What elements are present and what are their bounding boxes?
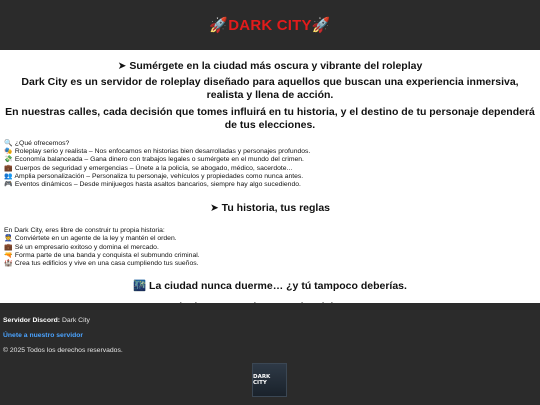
story-heading: ➤ Tu historia, tus reglas [209, 202, 331, 215]
intro-heading: ➤ Sumérgete en la ciudad más oscura y vibrante del roleplay [117, 60, 423, 72]
list-item-text: Conviértete en un agente de la ley y mantén el orden. [14, 235, 177, 243]
story-item-business [4, 244, 536, 252]
offer-item-security [4, 165, 536, 173]
police-officer-icon: 👮 [4, 235, 13, 243]
list-item-text: Forma parte de una banda y conquista el submundo criminal. [14, 251, 200, 259]
list-item-text: Amplia personalización – Personaliza tu personaje, vehículos y propiedades como nunca antes. [14, 172, 304, 180]
site-footer [0, 303, 540, 405]
briefcase-icon: 💼 [4, 164, 13, 172]
story-list [4, 235, 536, 268]
list-item-text: Eventos dinámicos – Desde minijuegos hasta asaltos bancarios, siempre hay algo sucediendo. [14, 181, 301, 189]
search-icon: 🔍 [4, 140, 13, 147]
site-header [0, 0, 540, 50]
offer-item-customization [4, 173, 536, 181]
list-item-text: Roleplay serio y realista – Nos enfocamos en historias bien desarrolladas y personajes profundos. [14, 148, 311, 156]
offer-item-economy [4, 156, 536, 164]
discord-value: Dark City [61, 317, 90, 324]
intro-line-2: En nuestras calles, cada decisión que tomes influirá en tu historia, y el destino de tu personaje dependerá de tus elecciones. [5, 106, 535, 131]
story-item-police [4, 235, 536, 243]
site-title: 🚀DARK CITY🚀 [209, 17, 331, 34]
main-content [0, 60, 540, 313]
story-intro: En Dark City, eres libre de construir tu propia historia: [4, 227, 165, 235]
logo-text: DARK CITY [253, 374, 271, 386]
intro-line-1: Dark City es un servidor de roleplay diseñado para aquellos que buscan una experiencia inmersiva, realista y llena de acción. [21, 76, 519, 101]
list-item-text: Economía balanceada – Gana dinero con trabajos legales o sumérgete en el mundo del crimen. [14, 156, 304, 164]
story-item-gang [4, 252, 536, 260]
offer-title-text: ¿Qué ofrecemos? [14, 140, 70, 147]
discord-info [3, 317, 540, 324]
offer-list [4, 148, 536, 189]
castle-icon: 🏰 [4, 260, 13, 268]
list-item-text: Cuerpos de seguridad y emergencias – Únete a la policía, se abogado, médico, sacerdote... [14, 164, 293, 172]
offer-item-events [4, 181, 536, 189]
discord-label: Servidor Discord: [3, 317, 61, 324]
money-icon: 💸 [4, 156, 13, 164]
list-item-text: Sé un empresario exitoso y domina el mercado. [14, 243, 159, 251]
story-item-buildings [4, 260, 536, 268]
join-discord-link[interactable]: Únete a nuestro servidor [3, 332, 84, 339]
pistol-icon: 🔫 [4, 251, 13, 259]
theater-masks-icon: 🎭 [4, 148, 13, 156]
gamepad-icon: 🎮 [4, 181, 13, 189]
offer-title [4, 140, 536, 148]
briefcase-icon: 💼 [4, 243, 13, 251]
list-item-text: Crea tus edificios y vive en una casa cumpliendo tus sueños. [14, 260, 199, 268]
people-icon: 👥 [4, 172, 13, 180]
dark-city-logo [252, 363, 287, 397]
tagline: 🌃 La ciudad nunca duerme… ¿y tú tampoco deberías. [133, 280, 407, 293]
copyright: © 2025 Todos los derechos reservados. [3, 347, 123, 354]
